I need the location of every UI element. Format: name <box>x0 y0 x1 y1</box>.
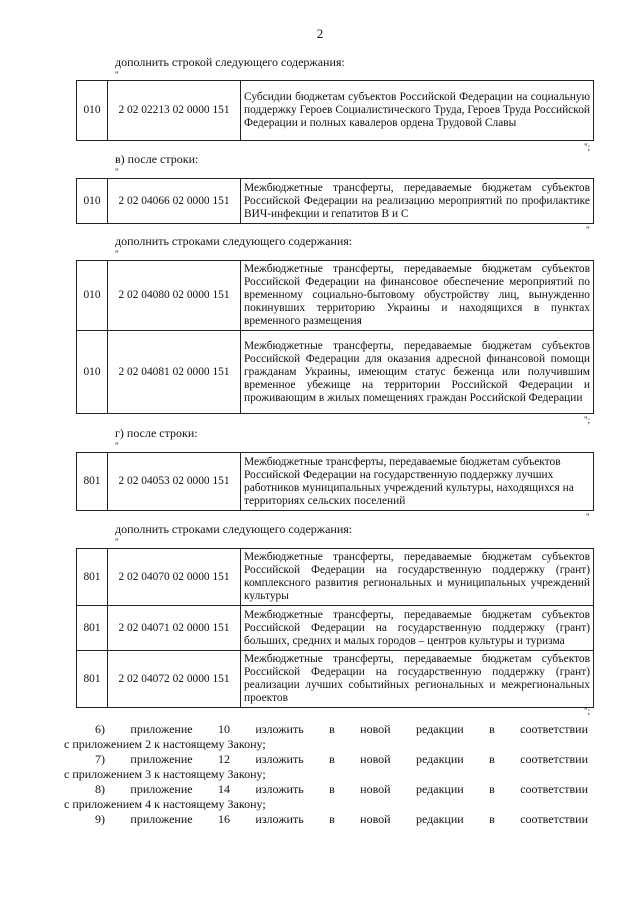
item-word: редакции <box>416 782 464 796</box>
item-word: 16 <box>217 812 230 826</box>
item-word: приложение <box>130 752 193 766</box>
item-word: соответствии <box>520 782 588 796</box>
quote-close-5: "; <box>584 706 591 716</box>
kbk-cell: 2 02 04080 02 0000 151 <box>108 261 241 331</box>
item-word: редакции <box>416 722 464 736</box>
list-item <box>95 782 588 796</box>
table-3 <box>76 260 594 414</box>
table-row <box>77 651 594 708</box>
kbk-cell: 2 02 04066 02 0000 151 <box>108 179 241 224</box>
code-cell: 010 <box>77 261 108 331</box>
code-cell: 801 <box>77 606 108 651</box>
name-cell: Межбюджетные трансферты, передаваемые бюджетам субъектов Российской Федерации на государственную поддержку (грант) больших, средних и малых городов – центров культуры и туризма <box>241 606 594 651</box>
name-cell: Межбюджетные трансферты, передаваемые бюджетам субъектов Российской Федерации на реализацию мероприятий по профилактике ВИЧ-инфекции и гепатитов B и C <box>241 179 594 224</box>
table-row <box>77 606 594 651</box>
quote-open-2: " <box>115 167 119 177</box>
item-word: новой <box>360 722 391 736</box>
name-cell: Межбюджетные трансферты, передаваемые бюджетам субъектов Российской Федерации на государственную поддержку (грант) комплексного развития региональных и муниципальных учреждений культуры <box>241 549 594 606</box>
item-word: соответствии <box>520 722 588 736</box>
code-cell: 801 <box>77 453 108 511</box>
code-cell: 010 <box>77 331 108 414</box>
item-word: 14 <box>217 782 230 796</box>
quote-close-3: "; <box>584 415 591 425</box>
kbk-cell: 2 02 04081 02 0000 151 <box>108 331 241 414</box>
table-row <box>77 261 594 331</box>
item-word: 7) <box>95 752 105 766</box>
item-word: новой <box>360 752 391 766</box>
table-2 <box>76 178 594 224</box>
item-word: в <box>489 812 495 826</box>
item-word: 8) <box>95 782 105 796</box>
item-v-label: в) после строки: <box>115 152 199 166</box>
table-5 <box>76 548 594 708</box>
item-word: изложить <box>255 812 304 826</box>
item-word: 12 <box>217 752 230 766</box>
item-word: 10 <box>217 722 230 736</box>
kbk-cell: 2 02 04071 02 0000 151 <box>108 606 241 651</box>
item-continuation: с приложением 3 к настоящему Закону; <box>64 767 266 781</box>
code-cell: 801 <box>77 651 108 708</box>
table-1 <box>76 80 594 141</box>
page-number: 2 <box>316 26 324 41</box>
intro-paragraph: дополнить строкой следующего содержания: <box>115 55 345 69</box>
quote-close-1: "; <box>584 142 591 152</box>
add-rows-paragraph-2: дополнить строками следующего содержания: <box>115 522 353 536</box>
item-word: изложить <box>255 752 304 766</box>
kbk-cell: 2 02 04053 02 0000 151 <box>108 453 241 511</box>
table-row <box>77 81 594 141</box>
table-row <box>77 331 594 414</box>
item-word: 6) <box>95 722 105 736</box>
item-word: новой <box>360 812 391 826</box>
quote-close-4: " <box>586 512 590 522</box>
kbk-cell: 2 02 02213 02 0000 151 <box>108 81 241 141</box>
item-word: приложение <box>130 812 193 826</box>
code-cell: 010 <box>77 179 108 224</box>
item-word: изложить <box>255 782 304 796</box>
item-word: в <box>489 752 495 766</box>
quote-close-2: " <box>586 225 590 235</box>
kbk-cell: 2 02 04070 02 0000 151 <box>108 549 241 606</box>
table-row <box>77 549 594 606</box>
table-row <box>77 179 594 224</box>
list-item <box>95 722 588 736</box>
item-word: изложить <box>255 722 304 736</box>
name-cell: Межбюджетные трансферты, передаваемые бюджетам субъектов Российской Федерации на финансовое обеспечение мероприятий по временному социально-бытовому обустройству лиц, вынужденно покинувших территорию Украины и находящихся в пунктах временного размещения <box>241 261 594 331</box>
name-cell: Субсидии бюджетам субъектов Российской Федерации на социальную поддержку Героев Социалистического Труда, Героев Труда Российской Федерации и полных кавалеров ордена Трудовой Славы <box>241 81 594 141</box>
table-4 <box>76 452 594 511</box>
item-word: в <box>329 722 335 736</box>
code-cell: 010 <box>77 81 108 141</box>
item-word: новой <box>360 782 391 796</box>
item-word: редакции <box>416 812 464 826</box>
quote-open-4: " <box>115 441 119 451</box>
item-word: редакции <box>416 752 464 766</box>
list-item <box>95 812 588 826</box>
item-word: соответствии <box>520 812 588 826</box>
item-word: в <box>329 752 335 766</box>
item-word: в <box>489 722 495 736</box>
item-word: в <box>329 782 335 796</box>
table-row <box>77 453 594 511</box>
quote-open-1: " <box>115 70 119 80</box>
quote-open-5: " <box>115 537 119 547</box>
quote-open-3: " <box>115 249 119 259</box>
name-cell: Межбюджетные трансферты, передаваемые бюджетам субъектов Российской Федерации на государственную поддержку лучших работников муниципальных учреждений культуры, находящихся на территориях сельских поселений <box>241 453 594 511</box>
code-cell: 801 <box>77 549 108 606</box>
item-g-label: г) после строки: <box>115 426 198 440</box>
item-word: соответствии <box>520 752 588 766</box>
item-word: в <box>329 812 335 826</box>
kbk-cell: 2 02 04072 02 0000 151 <box>108 651 241 708</box>
item-word: в <box>489 782 495 796</box>
item-word: 9) <box>95 812 105 826</box>
name-cell: Межбюджетные трансферты, передаваемые бюджетам субъектов Российской Федерации на государственную поддержку (грант) реализации лучших событийных региональных и межрегиональных проектов <box>241 651 594 708</box>
item-word: приложение <box>130 782 193 796</box>
list-item <box>95 752 588 766</box>
name-cell: Межбюджетные трансферты, передаваемые бюджетам субъектов Российской Федерации для оказания адресной финансовой помощи гражданам Украины, имеющим статус беженца или получившим временное убежище на территории Российской Федерации и проживающим в жилых помещениях граждан Российской Федерации <box>241 331 594 414</box>
item-continuation: с приложением 2 к настоящему Закону; <box>64 737 266 751</box>
item-continuation: с приложением 4 к настоящему Закону; <box>64 797 266 811</box>
item-word: приложение <box>130 722 193 736</box>
add-rows-paragraph-1: дополнить строками следующего содержания: <box>115 234 353 248</box>
